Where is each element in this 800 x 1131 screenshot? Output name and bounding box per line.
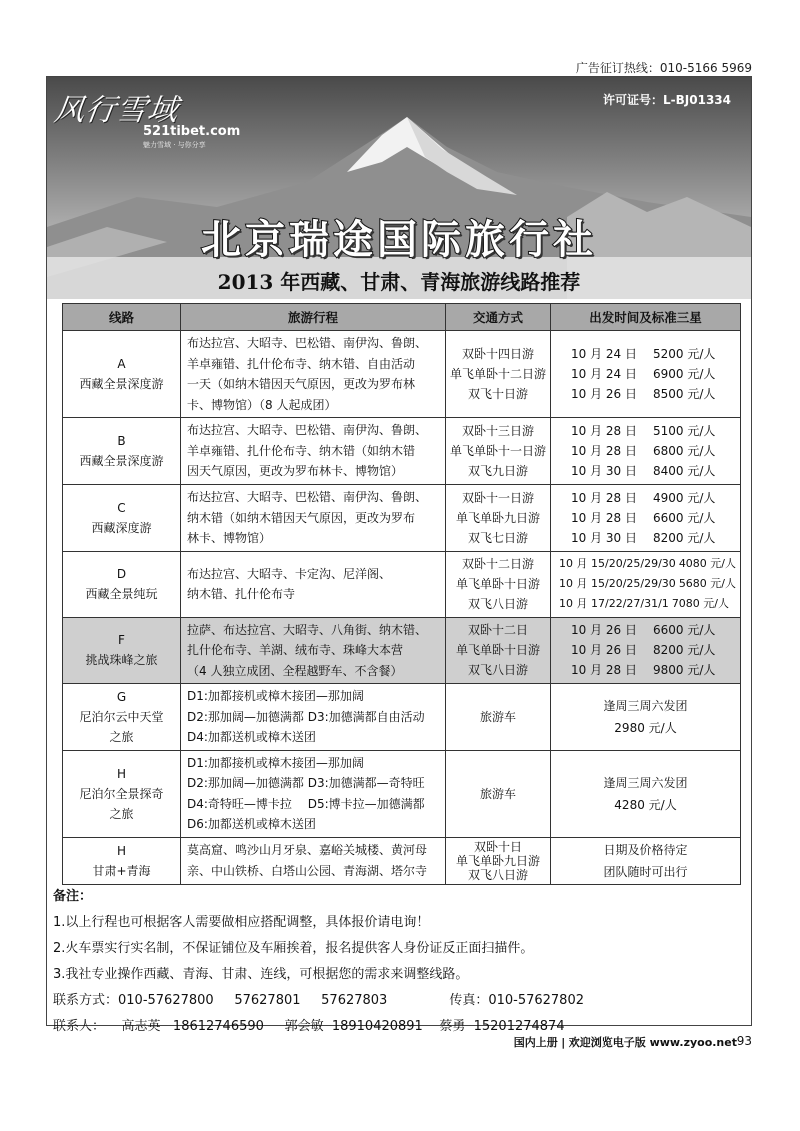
departure-price: 5200 元/人 (653, 347, 716, 361)
itinerary-line: 扎什伦布寺、羊湖、绒布寺、珠峰大本营 (187, 643, 404, 657)
transport-cell (446, 331, 551, 418)
departure-line (571, 441, 740, 461)
departure-price: 8400 元/人 (653, 464, 716, 478)
route-cell (63, 551, 181, 617)
route-name: 挑战珠峰之旅 (85, 653, 158, 668)
departure-price: 4080 元/人 (678, 557, 737, 570)
transport-cell (446, 750, 551, 837)
route-cell (63, 617, 181, 684)
route-name: 西藏全景纯玩 (85, 587, 158, 601)
footer-text: 欢迎浏览电子版 www.zyoo.net (568, 1036, 737, 1049)
route-name: 尼泊尔云中天堂 (79, 709, 164, 724)
departure-line (559, 574, 740, 594)
departure-date: 10 月 28 日 (571, 490, 637, 505)
route-name: 西藏深度游 (91, 520, 152, 535)
departure-line (571, 488, 740, 508)
page-number: 93 (736, 1034, 752, 1048)
departure-line (571, 364, 740, 384)
logo-slogan: 魅力雪域 · 与你分享 (143, 141, 206, 149)
departure-price: 2980 元/人 (614, 720, 677, 735)
notes-section (53, 884, 584, 1040)
itinerary-cell (181, 551, 446, 617)
departure-line (571, 384, 740, 404)
itinerary-line: D2:那加阔—加德满都 D3:加德满都自由活动 (187, 709, 425, 724)
transport-option: 双飞八日游 (467, 597, 528, 611)
departure-date: 10 月 26 日 (571, 387, 637, 401)
departure-line (571, 640, 740, 660)
departure-line (559, 594, 740, 614)
logo-url: 521tibet.com (143, 124, 241, 139)
itinerary-cell (181, 750, 446, 837)
departure-cell (551, 331, 741, 418)
itinerary-line: （4 人独立成团、全程越野车、不含餐） (187, 663, 403, 678)
transport-option: 双卧十二日 (467, 623, 528, 638)
route-code: A (117, 357, 126, 371)
transport-option: 旅游车 (479, 786, 516, 801)
routes-table (62, 303, 741, 885)
table-row (63, 617, 741, 684)
itinerary-cell (181, 617, 446, 684)
departure-price: 9800 元/人 (653, 663, 716, 678)
departure-date: 10 月 28 日 (571, 510, 637, 525)
transport-option: 旅游车 (479, 709, 516, 724)
transport-cell (446, 551, 551, 617)
departure-date: 10 月 28 日 (571, 424, 637, 438)
itinerary-line: 羊卓雍错、扎什伦布寺、纳木错、自由活动 (187, 356, 416, 371)
departure-price: 6600 元/人 (653, 623, 716, 638)
transport-cell (446, 684, 551, 751)
route-code: D (116, 567, 127, 581)
departure-price: 7080 元/人 (671, 597, 730, 610)
departure-price: 6900 元/人 (653, 367, 716, 381)
company-name: 北京瑞途国际旅行社 (201, 217, 597, 263)
departure-date: 10 月 28 日 (571, 444, 637, 458)
route-cell (63, 485, 181, 552)
departure-schedule: 逢周三周六发团 (603, 775, 688, 790)
departure-date: 10 月 28 日 (571, 663, 637, 678)
departure-cell (551, 485, 741, 552)
departure-date: 10 月 15/20/25/29/30 (559, 577, 676, 590)
logo-script: 风行雪域 (52, 93, 181, 128)
route-code: G (116, 689, 127, 704)
itinerary-line: 一天（如纳木错因天气原因，更改为罗布林 (187, 377, 416, 391)
transport-option: 单飞单卧十日游 (455, 577, 540, 591)
ad-frame (46, 76, 752, 1034)
route-name: 西藏全景深度游 (79, 454, 164, 468)
itinerary-line: 布达拉宫、大昭寺、巴松错、南伊沟、鲁朗、 (187, 423, 428, 438)
itinerary-cell (181, 684, 446, 751)
transport-option: 双飞九日游 (467, 464, 528, 478)
transport-option: 双飞八日游 (467, 867, 528, 882)
itinerary-line: D4:奇特旺—博卡拉 D5:博卡拉—加德满都 (187, 796, 425, 811)
contact-phones: 联系方式：010-57627800 57627801 57627803 传真：010-57627802 (53, 993, 584, 1008)
header-itinerary: 旅游行程 (181, 304, 446, 331)
header-route: 线路 (63, 304, 181, 331)
departure-schedule: 逢周三周六发团 (603, 698, 688, 713)
itinerary-cell (181, 485, 446, 552)
note-item: 1.以上行程也可根据客人需要做相应搭配调整，具体报价请电询！ (53, 915, 430, 930)
departure-cell (551, 750, 741, 837)
departure-cell (551, 617, 741, 684)
itinerary-line: D6:加都送机或樟木送团 (187, 817, 316, 831)
departure-line (571, 461, 740, 481)
transport-option: 单飞单卧十日游 (455, 643, 540, 658)
note-item: 2.火车票实行实名制，不保证铺位及车厢挨着，报名提供客人身份证反正面扫描件。 (53, 941, 534, 956)
transport-option: 单飞单卧九日游 (455, 510, 540, 525)
itinerary-line: 亲、中山铁桥、白塔山公园、青海湖、塔尔寺 (187, 863, 428, 878)
departure-note: 团队随时可出行 (603, 864, 688, 879)
departure-date: 10 月 24 日 (571, 367, 637, 381)
route-name: 甘肃+青海 (92, 863, 151, 878)
footer-divider: | (561, 1036, 566, 1049)
departure-price: 6600 元/人 (653, 510, 716, 525)
departure-line (571, 421, 740, 441)
route-name: 尼泊尔全景探奇 (79, 786, 164, 801)
departure-price: 8500 元/人 (653, 387, 716, 401)
departure-date: 10 月 26 日 (571, 623, 637, 638)
transport-cell (446, 485, 551, 552)
footer-section: 国内上册 (513, 1036, 558, 1049)
itinerary-line: 莫高窟、鸣沙山月牙泉、嘉峪关城楼、黄河母 (187, 843, 428, 857)
itinerary-line: 卡、博物馆）（8 人起成团） (187, 397, 337, 412)
banner (47, 77, 751, 299)
departure-price: 8200 元/人 (653, 530, 716, 545)
departure-cell (551, 418, 741, 485)
departure-date: 10 月 15/20/25/29/30 (559, 557, 676, 570)
departure-cell (551, 551, 741, 617)
itinerary-line: 布达拉宫、大昭寺、巴松错、南伊沟、鲁朗、 (187, 490, 428, 504)
logo (52, 85, 181, 129)
transport-option: 单飞单卧十二日游 (449, 367, 546, 381)
route-cell (63, 750, 181, 837)
table-row (63, 485, 741, 552)
itinerary-line: 布达拉宫、大昭寺、卡定沟、尼洋阁、 (187, 566, 392, 581)
contact-people: 联系人： 高志英 18612746590 郭会敏 18910420891 蔡勇 15201274874 (53, 1019, 565, 1034)
transport-option: 单飞单卧九日游 (455, 853, 540, 868)
departure-line (571, 508, 740, 528)
route-name: 西藏全景深度游 (79, 377, 164, 391)
transport-option: 双飞八日游 (467, 663, 528, 678)
departure-date: 10 月 30 日 (571, 464, 637, 478)
note-item: 3.我社专业操作西藏、青海、甘肃、连线，可根据您的需求来调整线路。 (53, 967, 469, 982)
route-cell (63, 684, 181, 751)
route-code: B (117, 434, 126, 448)
departure-date: 10 月 24 日 (571, 347, 637, 361)
departure-line (559, 554, 740, 574)
route-code: F (118, 633, 125, 648)
itinerary-line: 羊卓雍错、扎什伦布寺、纳木错（如纳木错 (187, 443, 416, 458)
table-row (63, 551, 741, 617)
departure-price: 4900 元/人 (653, 490, 716, 505)
departure-date: 10 月 26 日 (571, 643, 637, 658)
departure-schedule: 日期及价格待定 (603, 842, 688, 857)
transport-cell (446, 837, 551, 884)
departure-line (571, 620, 740, 640)
departure-price: 6800 元/人 (653, 444, 716, 458)
route-name: 之旅 (109, 806, 134, 821)
transport-option: 双卧十四日游 (461, 347, 534, 361)
itinerary-line: 因天气原因，更改为罗布林卡、博物馆） (187, 464, 404, 479)
route-code: H (116, 843, 127, 858)
itinerary-cell (181, 837, 446, 884)
route-cell (63, 418, 181, 485)
departure-line (571, 528, 740, 548)
transport-option: 双飞十日游 (467, 387, 528, 401)
header-transport: 交通方式 (446, 304, 551, 331)
itinerary-line: 林卡、博物馆） (187, 531, 272, 545)
departure-price: 5680 元/人 (678, 577, 737, 590)
ad-hotline: 广告征订热线：010-5166 5969 (575, 61, 752, 75)
route-cell (63, 837, 181, 884)
table-row (63, 837, 741, 884)
departure-cell (551, 684, 741, 751)
route-code: H (116, 766, 127, 781)
table-row (63, 331, 741, 418)
itinerary-line: 布达拉宫、大昭寺、巴松错、南伊沟、鲁朗、 (187, 336, 428, 350)
departure-price: 5100 元/人 (653, 424, 716, 438)
itinerary-line: D4:加都送机或樟木送团 (187, 730, 316, 744)
departure-date: 10 月 17/22/27/31/1 (559, 597, 669, 610)
table-header-row (63, 304, 741, 331)
departure-line (571, 344, 740, 364)
transport-option: 单飞单卧十一日游 (449, 444, 546, 458)
departure-date: 10 月 30 日 (571, 530, 637, 545)
transport-option: 双卧十三日游 (461, 424, 534, 438)
transport-option: 双卧十二日游 (461, 557, 534, 571)
departure-line (571, 660, 740, 680)
itinerary-line: 纳木错、扎什伦布寺 (187, 587, 296, 601)
itinerary-line: D1:加都接机或樟木接团—那加阔 (187, 755, 364, 770)
transport-option: 双卧十一日游 (461, 490, 534, 505)
itinerary-line: D1:加都接机或樟木接团—那加阔 (187, 689, 364, 703)
itinerary-line: D2:那加阔—加德满都 D3:加德满都—奇特旺 (187, 776, 425, 790)
route-code: C (117, 500, 126, 515)
itinerary-line: 拉萨、布达拉宫、大昭寺、八角街、纳木错、 (187, 622, 428, 637)
table-row (63, 418, 741, 485)
table-row (63, 750, 741, 837)
page-subtitle: 2013 年西藏、甘肃、青海旅游线路推荐 (217, 270, 581, 294)
transport-cell (446, 418, 551, 485)
itinerary-cell (181, 418, 446, 485)
route-cell (63, 331, 181, 418)
itinerary-cell (181, 331, 446, 418)
transport-cell (446, 617, 551, 684)
license-number: 许可证号：L-BJ01334 (603, 93, 731, 107)
departure-price: 8200 元/人 (653, 643, 716, 658)
transport-option: 双卧十日 (473, 839, 522, 854)
page-footer (514, 1034, 737, 1050)
departure-cell (551, 837, 741, 884)
route-name: 之旅 (109, 729, 134, 744)
itinerary-line: 纳木错（如纳木错因天气原因，更改为罗布 (187, 510, 416, 525)
departure-price: 4280 元/人 (614, 797, 677, 812)
notes-heading: 备注： (53, 889, 93, 904)
transport-option: 双飞七日游 (467, 530, 528, 545)
table-row (63, 684, 741, 751)
header-departure: 出发时间及标准三星 (551, 304, 741, 331)
